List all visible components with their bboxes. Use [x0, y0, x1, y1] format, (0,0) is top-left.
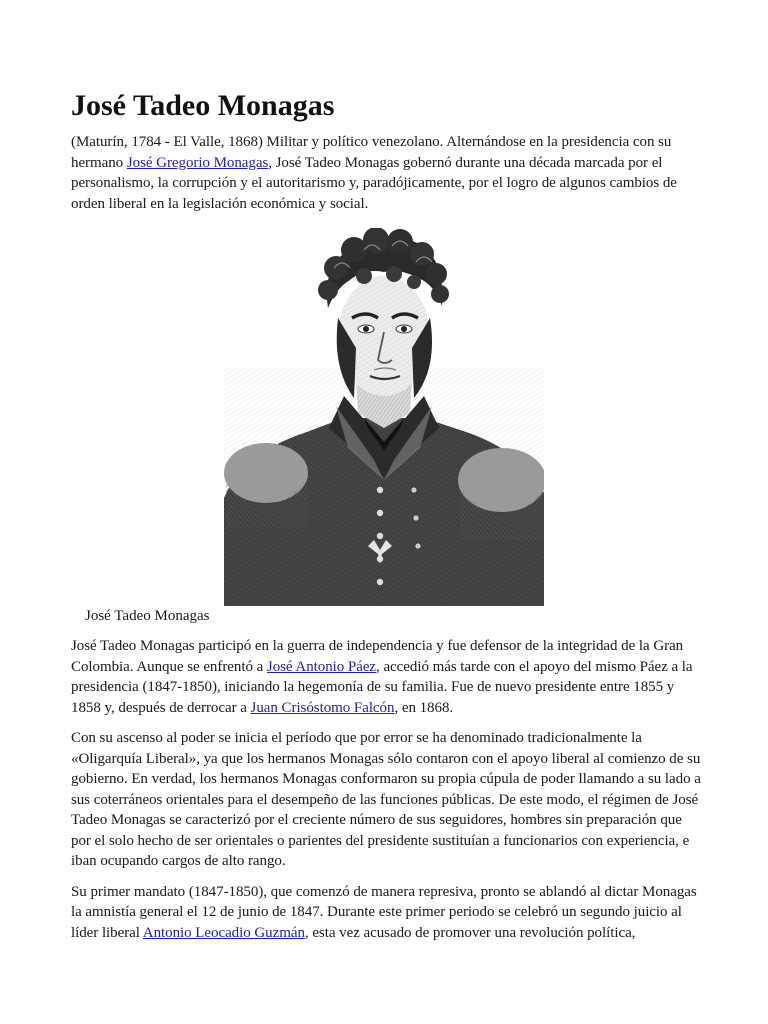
intro-paragraph [71, 132, 701, 214]
p4-text-2: , esta vez acusado de promover una revolución política, [304, 924, 636, 941]
p4-text-1: Su primer mandato (1847-1850), que comenzó de manera represiva, pronto se ablandó al dictar Monagas la amnistía general el 12 de junio de 1847. Durante este primer periodo se celebró un segundo juicio al líder liberal [71, 883, 697, 941]
figure-caption: José Tadeo Monagas [85, 608, 210, 624]
link-antonio-leocadio-guzman[interactable]: Antonio Leocadio Guzmán [142, 924, 305, 941]
paragraph-2 [71, 636, 701, 718]
p2-text-1: José Tadeo Monagas participó en la guerra de independencia y fue defensor de la integridad de la Gran Colombia. Aunque se enfrentó a [71, 638, 684, 675]
intro-text-end: , José Tadeo Monagas gobernó durante una década marcada por el personalismo, la corrupción y el autoritarismo y, paradójicamente, por el logro de algunos cambios de orden liberal en la legislación económica y social. [71, 154, 677, 212]
link-juan-crisostomo-falcon[interactable]: Juan Crisóstomo Falcón [250, 699, 395, 716]
link-jose-antonio-paez[interactable]: José Antonio Páez [266, 658, 377, 675]
intro-text-start: (Maturín, 1784 - El Valle, 1868) Militar y político venezolano. Alternándose en la presidencia con su hermano [71, 134, 672, 171]
portrait-figure [71, 228, 701, 626]
article-body [71, 88, 701, 953]
paragraph-4 [71, 882, 701, 944]
page-title: José Tadeo Monagas [71, 89, 335, 122]
paragraph-3: Con su ascenso al poder se inicia el período que por error se ha denominado tradicionalmente la «Oligarquía Liberal», ya que los hermanos Monagas sólo contaron con el apoyo liberal al comienzo de su gobierno. En verdad, los hermanos Monagas conformaron su propia cúpula de poder llamando a su lado a sus coterráneos orientales para el desempeño de las funciones públicas. De este modo, el régimen de José Tadeo Monagas se caracterizó por el creciente número de sus seguidores, hombres sin preparación que por el solo hecho de ser orientales o parientes del presidente sustituían a funcionarios con experiencia, e iban ocupando cargos de alto rango. [71, 730, 701, 869]
p2-text-3: , en 1868. [394, 699, 454, 716]
portrait-engraving [224, 228, 544, 606]
link-jose-gregorio-monagas[interactable]: José Gregorio Monagas [126, 154, 269, 171]
portrait-image[interactable] [224, 228, 544, 606]
p2-text-2: , accedió más tarde con el apoyo del mismo Páez a la presidencia (1847-1850), iniciando la hegemonía de su familia. Fue de nuevo presidente entre 1855 y 1858 y, después de derrocar a [71, 658, 693, 716]
